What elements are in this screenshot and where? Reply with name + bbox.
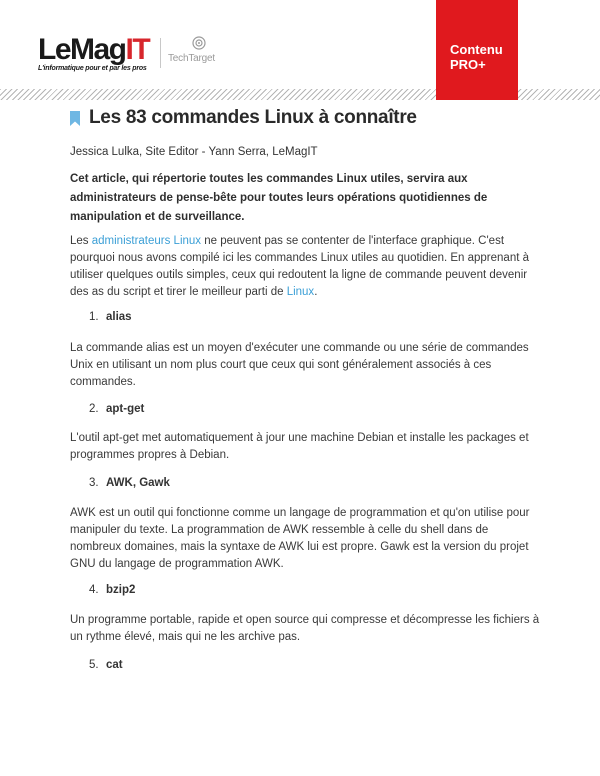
command-name: bzip2 xyxy=(106,584,136,596)
techtarget-logo[interactable] xyxy=(168,36,228,68)
command-name: apt-get xyxy=(106,403,145,415)
eye-icon xyxy=(192,36,206,50)
list-item: 5. cat xyxy=(89,659,123,671)
command-description: Un programme portable, rapide et open source qui compresse et décompresse les fichiers à un rythme élevé, mais qui ne les archive pas. xyxy=(70,614,540,643)
logo-main-text: LeMag xyxy=(38,33,126,66)
logo-tagline: L'informatique pour et par les pros xyxy=(38,65,147,72)
badge-line1: Contenu xyxy=(450,42,503,57)
command-description: AWK est un outil qui fonctionne comme un langage de programmation et qu'on utilise pour manipuler du texte. La programmation de AWK ressemble à celle du shell dans de nombreux domaines, mais la syntaxe de AWK lui est propre. Gawk est la version du projet GNU du langage de programmation AWK. xyxy=(70,507,530,570)
command-name: AWK, Gawk xyxy=(106,477,170,489)
admin-linux-link[interactable]: administrateurs Linux xyxy=(91,235,202,247)
authors-byline: Jessica Lulka, Site Editor - Yann Serra, LeMagIT xyxy=(70,146,318,158)
list-item: 1. alias xyxy=(89,311,132,323)
command-description: La commande alias est un moyen d'exécuter une commande ou une série de commandes Unix en utilisant un nom plus court que ceux qui sont généralement associés à ces commandes. xyxy=(70,342,529,388)
list-item: 2. apt-get xyxy=(89,403,145,415)
title-row xyxy=(70,107,540,131)
linux-link[interactable]: Linux xyxy=(286,286,315,298)
page-header xyxy=(0,0,600,100)
logo-it-text: IT xyxy=(125,33,150,66)
badge-line2: PRO+ xyxy=(450,57,486,72)
techtarget-text: TechTarget xyxy=(168,53,215,64)
command-description: L'outil apt-get met automatiquement à jour une machine Debian et installe les packages et programmes propres à Debian. xyxy=(70,432,529,461)
logo-divider xyxy=(160,38,161,68)
intro-paragraph: Les administrateurs Linux ne peuvent pas se contenter de l'interface graphique. C'est pourquoi nous avons compilé ici les commandes Linux utiles au quotidien. En apprenant à utiliser quelques outils simples, ceux qui redoutent la ligne de commande peuvent devenir des as du script et tirer le meilleur parti de Linux. xyxy=(70,235,530,298)
bookmark-icon xyxy=(70,111,80,126)
pro-content-badge xyxy=(436,0,518,100)
command-name: alias xyxy=(106,311,132,323)
article-lead: Cet article, qui répertorie toutes les commandes Linux utiles, servira aux administrateurs de pense-bête pour toutes leurs opérations quotidiennes de manipulation et de surveillance. xyxy=(70,173,488,223)
list-item: 3. AWK, Gawk xyxy=(89,477,170,489)
page-title: Les 83 commandes Linux à connaître xyxy=(89,107,417,128)
command-name: cat xyxy=(106,659,123,671)
lemagit-logo[interactable] xyxy=(38,33,150,72)
list-item: 4. bzip2 xyxy=(89,584,136,596)
